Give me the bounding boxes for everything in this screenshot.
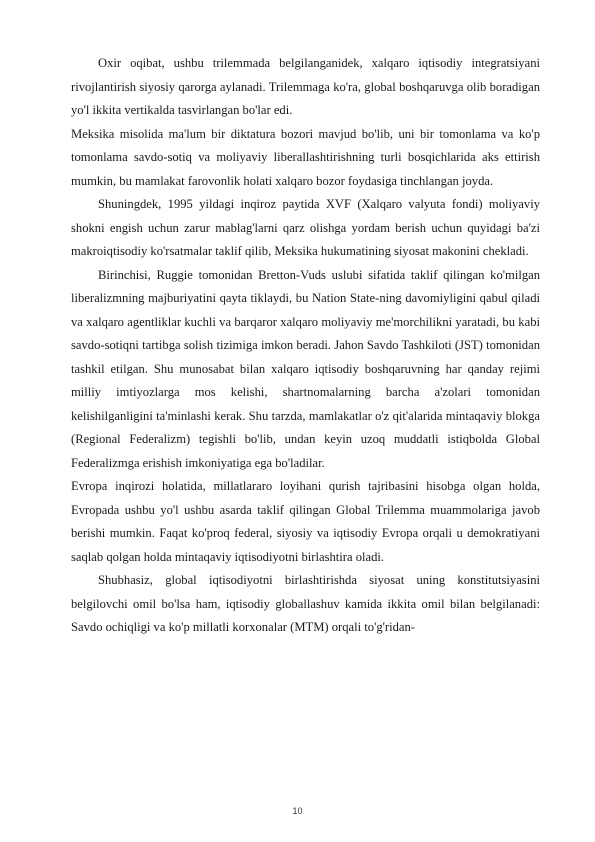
paragraph-2: Meksika misolida ma'lum bir diktatura bozori mavjud bo'lib, uni bir tomonlama va ko'p tomonlama savdo-sotiq va moliyaviy liberallashtirishning turli bosqichlarida aks ettirish mumkin, bu mamlakat farovonlik holati xalqaro bozor foydasiga tinchlangan joyda. [71,126,540,188]
document-page [71,52,540,640]
paragraph-5: Evropa inqirozi holatida, millatlararo loyihani qurish tajribasini hisobga olgan holda, Evropada ushbu yo'l ushbu asarda taklif qilingan Global Trilemma muammolariga javob berishi mumkin. Faqat ko'proq federal, siyosiy va iqtisodiy Evropa orqali u demokratiyani saqlab qolgan holda mintaqaviy iqtisodiyotni birlashtira oladi. [71,479,540,564]
paragraph-3: Shuningdek, 1995 yildagi inqiroz paytida XVF (Xalqaro valyuta fondi) moliyaviy shokni engish uchun zarur mablag'larni qarz olishga yordam berish uchun quyidagi ba'zi makroiqtisodiy ko'rsatmalar taklif qilib, Meksika hukumatining siyosat makonini chekladi. [71,197,540,258]
page-number: 10 [292,806,303,816]
paragraph-6: Shubhasiz, global iqtisodiyotni birlashtirishda siyosat uning konstitutsiyasini belgilovchi omil bo'lsa ham, iqtisodiy globallashuv kamida ikkita omil bilan belgilanadi: Savdo ochiqligi va ko'p millatli korxonalar (MTM) orqali to'g'ridan- [71,573,540,634]
paragraph-1: Oxir oqibat, ushbu trilemmada belgilanganidek, xalqaro iqtisodiy integratsiyani rivojlantirish siyosiy qarorga aylanadi. Trilemmaga ko'ra, global boshqaruvga olib boradigan yo'l ikkita vertikalda tasvirlangan bo'lar edi. [71,56,540,117]
paragraph-4: Birinchisi, Ruggie tomonidan Bretton-Vuds uslubi sifatida taklif qilingan ko'milgan liberalizmning majburiyatini qayta tiklaydi, bu Nation State-ning davomiyligini qabul qiladi va xalqaro agentliklar kuchli va barqaror xalqaro moliyaviy me'morchilikni yaratadi, bu kabi savdo-sotiqni tartibga solish tizimiga imkon beradi. Jahon Savdo Tashkiloti (JST) tomonidan tashkil etilgan. Shu munosabat bilan xalqaro iqtisodiy boshqaruvning har qanday rejimi milliy imtiyozlarga mos kelishi, shartnomalarning barcha a'zolari tomonidan kelishilganligini ta'minlashi kerak. Shu tarzda, mamlakatlar o'z qit'alarida mintaqaviy blokga (Regional Federalizm) tegishli bo'lib, undan keyin uzoq muddatli istiqbolda Global Federalizmga erishish imkoniyatiga ega bo'ladilar. [71,267,540,470]
